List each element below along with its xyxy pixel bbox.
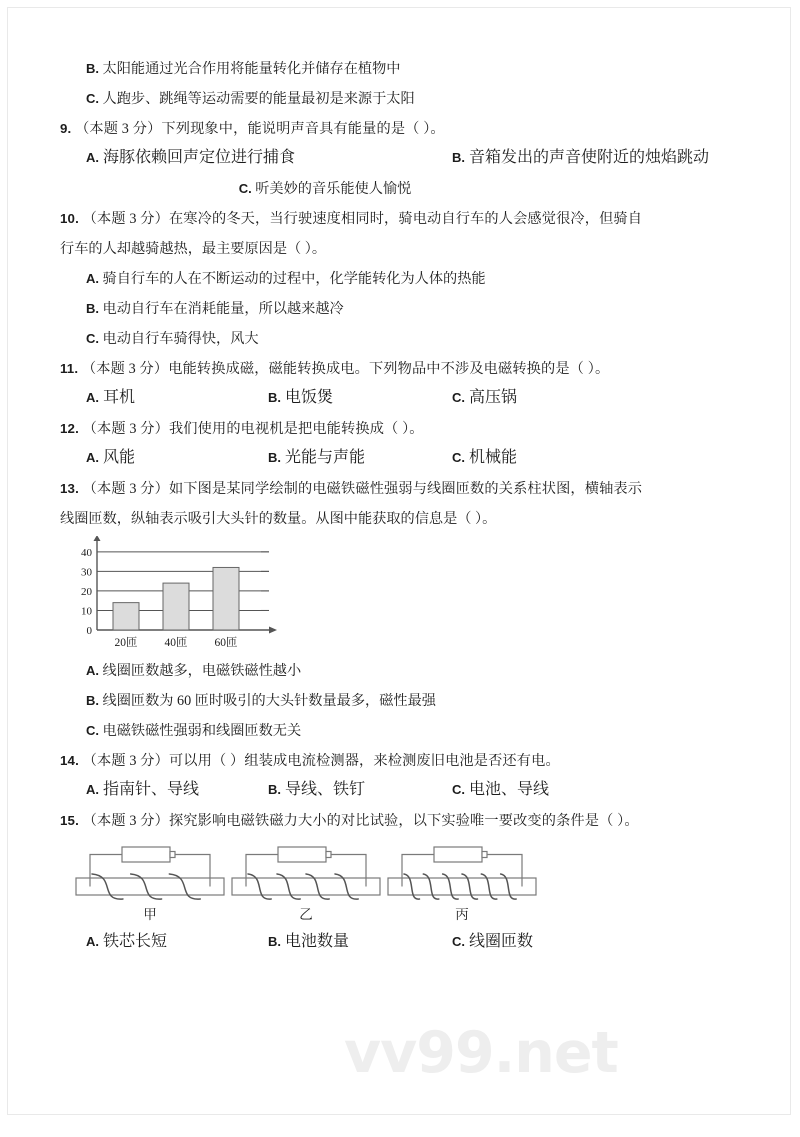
question-option: [60, 324, 760, 354]
chart-bar: [163, 583, 189, 630]
figure-label: 乙: [299, 907, 313, 922]
bar-chart-figure: [60, 536, 760, 654]
question-number: 9.: [60, 121, 72, 136]
option-label: B.: [268, 450, 281, 465]
option-label: B.: [268, 782, 281, 797]
option-text: 指南针、导线: [103, 781, 200, 798]
option-text: 电池数量: [285, 933, 350, 950]
option-text: 音箱发出的声音使附近的烛焰跳动: [469, 149, 710, 166]
figure-label: 甲: [143, 907, 157, 922]
question-number: 13.: [60, 481, 79, 496]
question-option: [268, 444, 365, 467]
option-text: 电动自行车在消耗能量，所以越来越冷: [102, 301, 344, 317]
option-label: A.: [86, 934, 99, 949]
question-option: [86, 928, 167, 951]
question-option: [60, 54, 760, 84]
option-text: 高压锅: [469, 389, 518, 406]
question-option: [452, 776, 549, 799]
question-option: [60, 174, 760, 204]
question-option: [268, 384, 333, 407]
option-text: 人跑步、跳绳等运动需要的能量最初是来源于太阳: [102, 91, 415, 107]
x-axis-tick-label: 20匝: [114, 637, 138, 649]
question-option: [452, 384, 517, 407]
question-stem-9: [60, 114, 760, 144]
question-option: [86, 144, 295, 167]
question-option: [86, 384, 135, 407]
option-label: A.: [86, 450, 99, 465]
question-text-cont: 线圈匝数，纵轴表示吸引大头针的数量。从图中能获取的信息是（ ）。: [60, 511, 497, 527]
option-text: 电动自行车骑得快，风大: [102, 331, 259, 347]
option-label: C.: [452, 934, 465, 949]
electromagnet-figure-bing: [382, 842, 542, 923]
option-label: C.: [452, 450, 465, 465]
coil-turns-bar-chart: [70, 536, 300, 654]
option-row: [60, 444, 760, 474]
option-label: A.: [86, 150, 99, 165]
x-axis-arrow-icon: [269, 627, 277, 634]
question-stem-10: [60, 204, 760, 234]
question-option: [268, 928, 349, 951]
electromagnet-diagram-icon: [382, 842, 542, 904]
option-label: B.: [452, 150, 465, 165]
x-axis-tick-label: 40匝: [164, 637, 188, 649]
option-label: C.: [452, 390, 465, 405]
option-text: 耳机: [103, 389, 136, 406]
chart-bar: [113, 603, 139, 630]
question-option: [268, 776, 365, 799]
y-axis-tick-label: 10: [81, 605, 92, 618]
option-text: 机械能: [469, 449, 518, 466]
option-row: [60, 776, 760, 806]
question-option: [86, 776, 199, 799]
question-text: （本题 3 分）探究影响电磁铁磁力大小的对比试验，以下实验唯一要改变的条件是（ ）。: [82, 813, 639, 829]
site-watermark: vv99.net: [344, 1020, 618, 1086]
question-stem-13: [60, 474, 760, 504]
electromagnet-figure-yi: [226, 842, 386, 923]
y-axis-tick-label: 30: [81, 566, 92, 579]
option-label: C.: [86, 331, 99, 346]
option-label: A.: [86, 663, 99, 678]
option-label: C.: [86, 91, 99, 106]
option-text: 线圈匝数为 60 匝时吸引的大头针数量最多，磁性最强: [102, 693, 436, 709]
question-option: [60, 656, 760, 686]
option-label: A.: [86, 271, 99, 286]
option-row: [60, 144, 760, 174]
x-axis-tick-label: 60匝: [214, 637, 238, 649]
option-text: 铁芯长短: [103, 933, 168, 950]
option-text: 电池、导线: [469, 781, 550, 798]
option-row: [60, 384, 760, 414]
electromagnet-diagram-icon: [70, 842, 230, 904]
question-text-cont: 行车的人却越骑越热，最主要原因是（ ）。: [60, 241, 327, 257]
option-label: A.: [86, 782, 99, 797]
question-option: [60, 84, 760, 114]
question-number: 15.: [60, 813, 79, 828]
option-text: 光能与声能: [285, 449, 366, 466]
option-label: B.: [86, 301, 99, 316]
option-label: A.: [86, 390, 99, 405]
question-stem-11: [60, 354, 760, 384]
option-label: C.: [452, 782, 465, 797]
question-text: （本题 3 分）在寒冷的冬天，当行驶速度相同时，骑电动自行车的人会感觉很冷，但骑自: [82, 211, 643, 227]
option-text: 太阳能通过光合作用将能量转化并储存在植物中: [102, 61, 401, 77]
option-text: 线圈匝数越多，电磁铁磁性越小: [102, 663, 302, 679]
question-option: [60, 716, 760, 746]
question-option: [86, 444, 135, 467]
question-text: （本题 3 分）我们使用的电视机是把电能转换成（ ）。: [82, 421, 424, 437]
option-label: B.: [86, 61, 99, 76]
question-text: （本题 3 分）可以用（ ）组装成电流检测器，来检测废旧电池是否还有电。: [82, 753, 560, 769]
page-content: [60, 54, 760, 958]
question-text: （本题 3 分）电能转换成磁，磁能转换成电。下列物品中不涉及电磁转换的是（ ）。: [81, 361, 610, 377]
option-text: 听美妙的音乐能使人愉悦: [255, 181, 412, 197]
question-stem-14: [60, 746, 760, 776]
electromagnet-diagram-icon: [226, 842, 386, 904]
question-number: 11.: [60, 361, 79, 376]
option-text: 电磁铁磁性强弱和线圈匝数无关: [102, 723, 302, 739]
option-label: C.: [86, 723, 99, 738]
chart-bar: [213, 567, 239, 630]
question-number: 14.: [60, 753, 79, 768]
question-text: （本题 3 分）下列现象中，能说明声音具有能量的是（ ）。: [75, 121, 445, 137]
y-axis-tick-label: 40: [81, 546, 92, 559]
question-number: 12.: [60, 421, 79, 436]
option-label: C.: [238, 181, 252, 196]
option-text: 导线、铁钉: [285, 781, 366, 798]
question-stem-15: [60, 806, 760, 836]
question-stem-12: [60, 414, 760, 444]
electromagnet-figures: [60, 842, 760, 924]
question-option: [60, 264, 760, 294]
option-label: B.: [268, 934, 281, 949]
question-option: [60, 686, 760, 716]
figure-label: 丙: [455, 907, 469, 922]
question-option: [452, 444, 517, 467]
electromagnet-figure-jia: [70, 842, 230, 923]
exam-page: [7, 7, 791, 1115]
option-text: 电饭煲: [285, 389, 334, 406]
y-axis-tick-label: 0: [86, 625, 92, 637]
option-text: 线圈匝数: [469, 933, 534, 950]
option-text: 海豚依赖回声定位进行捕食: [103, 149, 296, 166]
option-row: [60, 928, 760, 958]
question-option: [452, 144, 709, 167]
question-option: [60, 294, 760, 324]
option-label: B.: [86, 693, 99, 708]
question-number: 10.: [60, 211, 79, 226]
question-text: （本题 3 分）如下图是某同学绘制的电磁铁磁性强弱与线圈匝数的关系柱状图，横轴表示: [82, 481, 643, 497]
option-text: 骑自行车的人在不断运动的过程中，化学能转化为人体的热能: [102, 271, 486, 287]
option-label: B.: [268, 390, 281, 405]
question-option: [452, 928, 533, 951]
option-text: 风能: [103, 449, 136, 466]
y-axis-tick-label: 20: [81, 585, 92, 598]
y-axis-arrow-icon: [94, 536, 101, 541]
